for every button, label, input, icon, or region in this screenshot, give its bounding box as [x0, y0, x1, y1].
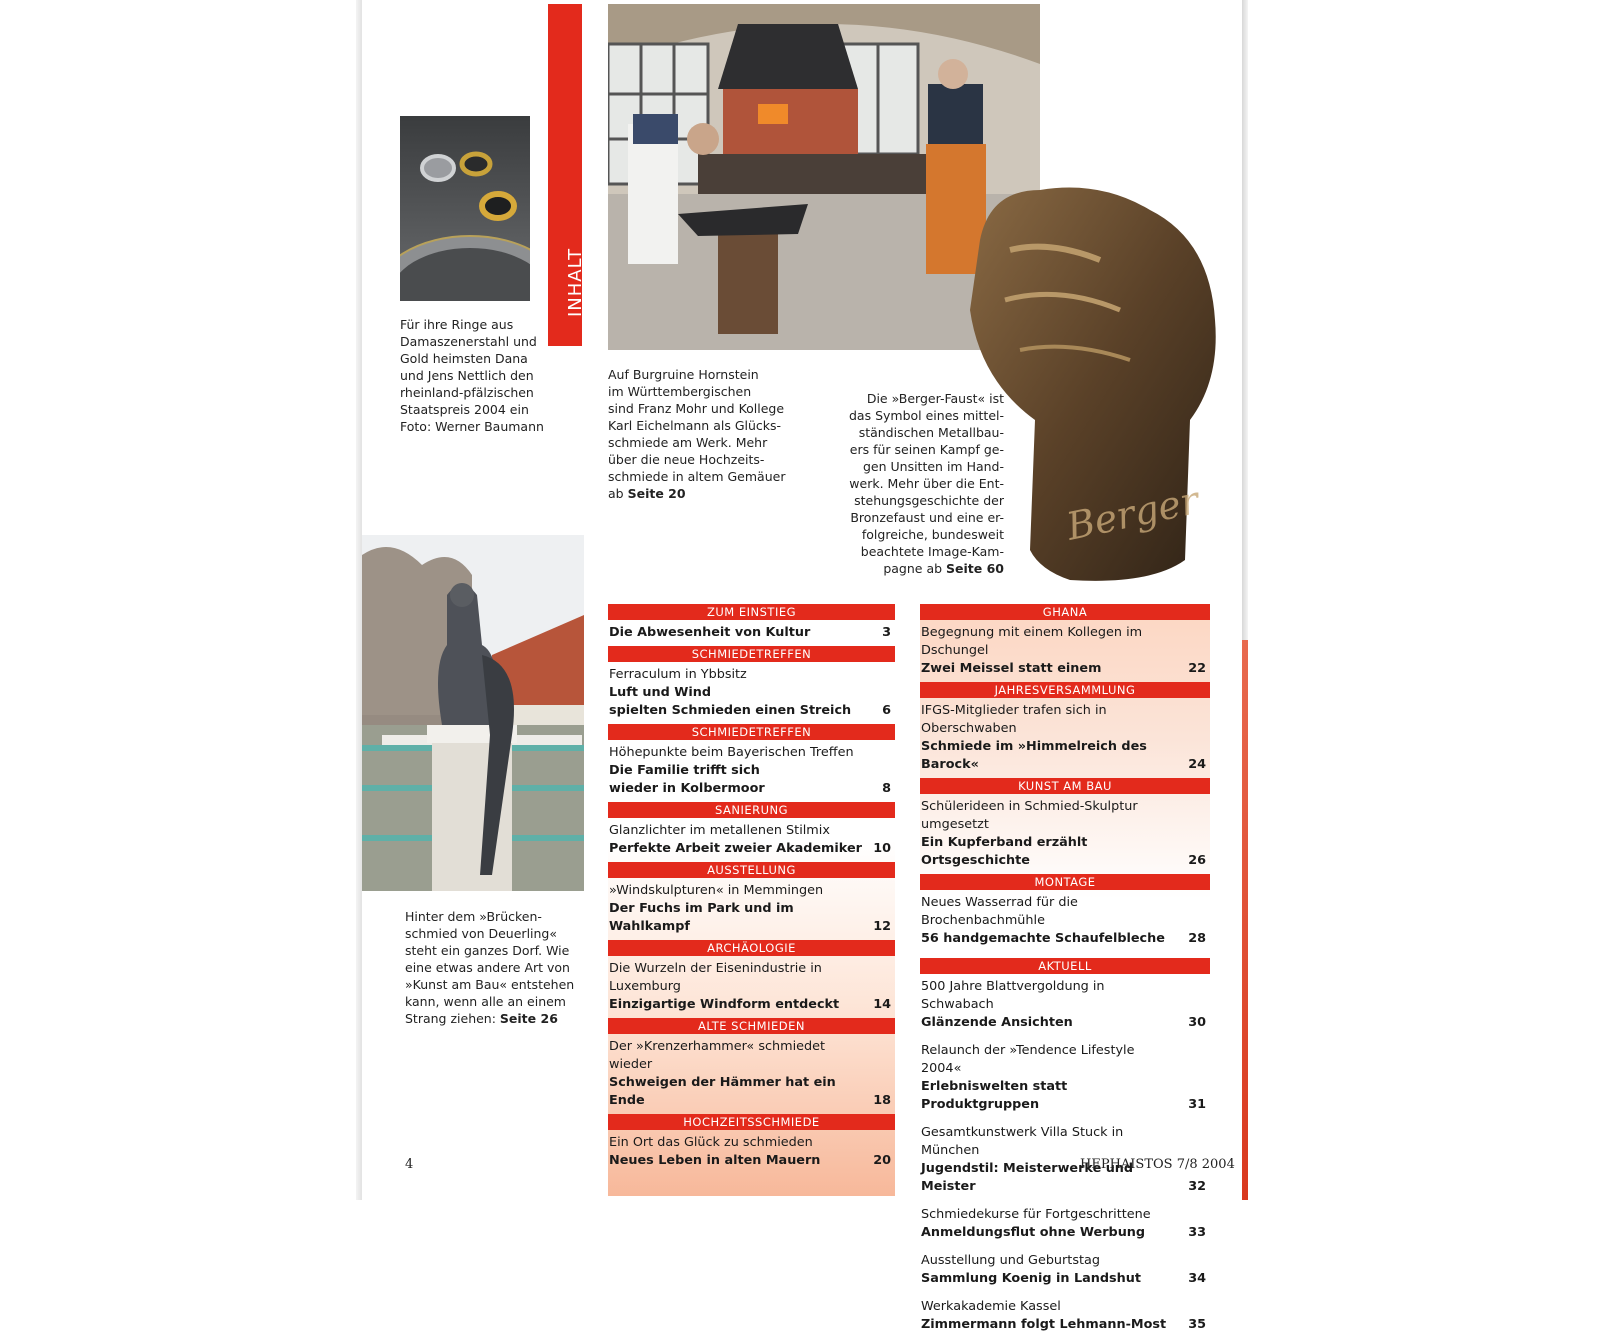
toc-title: Schweigen der Hämmer hat ein Ende — [609, 1075, 836, 1108]
page-number: 4 — [405, 1157, 414, 1172]
caption-text: ab — [608, 486, 624, 501]
toc-title: Die Familie trifft sich — [609, 763, 760, 778]
toc-entry[interactable] — [920, 1252, 1210, 1292]
toc-subtitle: Ein Ort das Glück zu schmieden — [609, 1135, 813, 1150]
toc-section-header: ZUM EINSTIEG — [608, 604, 895, 620]
toc-subtitle: 500 Jahre Blattvergoldung in Schwabach — [921, 979, 1105, 1012]
caption-line: schmiede in altem Gemäuer — [608, 469, 786, 484]
toc-entry[interactable] — [608, 1038, 895, 1114]
toc-page-number: 12 — [873, 919, 891, 934]
toc-title: Ein Kupferband erzählt Ortsgeschichte — [921, 835, 1088, 868]
caption-line: das Symbol eines mittel- — [848, 408, 1004, 423]
page-reference: Seite 60 — [946, 561, 1004, 576]
toc-section-header: JAHRESVERSAMMLUNG — [920, 682, 1210, 698]
toc-subtitle: Höhepunkte beim Bayerischen Treffen — [609, 745, 854, 760]
toc-section-header: SANIERUNG — [608, 802, 895, 818]
toc-title: 56 handgemachte Schaufelbleche — [921, 931, 1165, 946]
toc-subtitle: Werkakademie Kassel — [921, 1299, 1061, 1314]
toc-page-number: 24 — [1188, 757, 1206, 772]
caption-line: schmied von Deuerling« — [405, 926, 558, 941]
toc-page-number: 8 — [882, 781, 891, 796]
toc-page-number: 30 — [1188, 1015, 1206, 1030]
toc-entry[interactable] — [608, 666, 895, 724]
rings-caption — [400, 316, 550, 435]
toc-title: Jugendstil: Meisterwerke und Meister — [921, 1161, 1134, 1194]
toc-entry[interactable] — [920, 1298, 1210, 1338]
caption-line: Staatspreis 2004 ein — [400, 402, 529, 417]
toc-entry[interactable] — [608, 1134, 895, 1174]
toc-section-header: SCHMIEDETREFFEN — [608, 646, 895, 662]
bridge-statue-photo — [362, 535, 584, 891]
toc-title: Zwei Meissel statt einem — [921, 661, 1102, 676]
toc-section-header: AUSSTELLUNG — [608, 862, 895, 878]
toc-subtitle: Glanzlichter im metallenen Stilmix — [609, 823, 830, 838]
caption-line: stehungsgeschichte der — [854, 493, 1004, 508]
toc-subtitle: »Windskulpturen« in Memmingen — [609, 883, 824, 898]
toc-page-number: 32 — [1188, 1179, 1206, 1194]
toc-entry[interactable] — [920, 894, 1210, 952]
toc-entry[interactable] — [920, 798, 1210, 874]
toc-title: Glänzende Ansichten — [921, 1015, 1073, 1030]
fist-engraving: Berger — [1062, 477, 1203, 549]
caption-line: ständischen Metallbau- — [858, 425, 1004, 440]
caption-line: und Jens Nettlich den — [400, 368, 534, 383]
toc-title: Der Fuchs im Park und im Wahlkampf — [609, 901, 794, 934]
toc-entry[interactable] — [920, 1206, 1210, 1246]
toc-title: Luft und Wind — [609, 685, 712, 700]
toc-section-header: ALTE SCHMIEDEN — [608, 1018, 895, 1034]
toc-title: Anmeldungsflut ohne Werbung — [921, 1225, 1146, 1240]
toc-subtitle: Gesamtkunstwerk Villa Stuck in München — [921, 1125, 1124, 1158]
caption-line: im Württembergischen — [608, 384, 752, 399]
toc-page-number: 34 — [1188, 1271, 1206, 1286]
toc-page-number: 14 — [873, 997, 891, 1012]
page-reference: Seite 20 — [627, 486, 686, 501]
fist-caption — [830, 390, 1004, 577]
caption-line: sind Franz Mohr und Kollege — [608, 401, 785, 416]
toc-title: Sammlung Koenig in Landshut — [921, 1271, 1141, 1286]
caption-text: Strang ziehen: — [405, 1011, 496, 1026]
smithy-caption — [608, 366, 808, 502]
caption-line: Foto: Werner Baumann — [400, 419, 544, 434]
toc-subtitle: Relaunch der »Tendence Lifestyle 2004« — [921, 1043, 1135, 1076]
toc-entry[interactable] — [608, 882, 895, 940]
toc-page-number: 6 — [882, 703, 891, 718]
caption-line: Hinter dem »Brücken- — [405, 909, 542, 924]
toc-entry[interactable] — [608, 744, 895, 802]
toc-subtitle: IFGS-Mitglieder trafen sich in Oberschwaben — [921, 703, 1107, 736]
caption-line: »Kunst am Bau« entstehen — [405, 977, 575, 992]
toc-title: spielten Schmieden einen Streich — [609, 703, 852, 718]
toc-page-number: 28 — [1188, 931, 1206, 946]
caption-line: beachtete Image-Kam- — [860, 544, 1004, 559]
toc-left-column — [608, 604, 895, 1196]
toc-page-number: 20 — [873, 1153, 891, 1168]
toc-subtitle: Der »Krenzerhammer« schmiedet wieder — [609, 1039, 826, 1072]
caption-line: gen Unsitten im Hand- — [862, 459, 1004, 474]
caption-line: Gold heimsten Dana — [400, 351, 528, 366]
toc-title: wieder in Kolbermoor — [609, 781, 765, 796]
bridge-caption — [405, 908, 585, 1027]
caption-line: Auf Burgruine Hornstein — [608, 367, 759, 382]
toc-subtitle: Neues Wasserrad für die Brochenbachmühle — [921, 895, 1078, 928]
toc-section-header: MONTAGE — [920, 874, 1210, 890]
toc-subtitle: Die Wurzeln der Eisenindustrie in Luxemburg — [609, 961, 822, 994]
caption-text: pagne ab — [883, 561, 943, 576]
toc-page-number: 35 — [1188, 1317, 1206, 1332]
caption-line: werk. Mehr über die Ent- — [849, 476, 1004, 491]
toc-title: Einzigartige Windform entdeckt — [609, 997, 840, 1012]
toc-entry[interactable] — [920, 702, 1210, 778]
toc-title: Erlebniswelten statt Produktgruppen — [921, 1079, 1068, 1112]
caption-line: rheinland-pfälzischen — [400, 385, 534, 400]
caption-line: folgreiche, bundesweit — [861, 527, 1004, 542]
caption-line: Karl Eichelmann als Glücks- — [608, 418, 782, 433]
rings-photo — [400, 116, 530, 301]
toc-page-number: 26 — [1188, 853, 1206, 868]
toc-section-header: GHANA — [920, 604, 1210, 620]
toc-subtitle: Schmiedekurse für Fortgeschrittene — [921, 1207, 1151, 1222]
toc-title: Neues Leben in alten Mauern — [609, 1153, 821, 1168]
toc-entry[interactable] — [920, 978, 1210, 1036]
toc-entry[interactable] — [920, 1042, 1210, 1118]
caption-line: steht ein ganzes Dorf. Wie — [405, 943, 570, 958]
toc-section-header: KUNST AM BAU — [920, 778, 1210, 794]
toc-section-header: AKTUELL — [920, 958, 1210, 974]
caption-line: ers für seinen Kampf ge- — [849, 442, 1004, 457]
inhalt-tab — [548, 4, 586, 346]
toc-entry[interactable] — [608, 822, 895, 862]
page-reference: Seite 26 — [499, 1011, 558, 1026]
toc-subtitle: Ausstellung und Geburtstag — [921, 1253, 1100, 1268]
toc-section-header: ARCHÄOLOGIE — [608, 940, 895, 956]
toc-page-number: 22 — [1188, 661, 1206, 676]
toc-title: Schmiede im »Himmelreich des Barock« — [921, 739, 1147, 772]
toc-page-number: 33 — [1188, 1225, 1206, 1240]
caption-line: Für ihre Ringe aus — [400, 317, 514, 332]
toc-entry[interactable] — [920, 624, 1210, 682]
caption-line: Bronzefaust und eine er- — [850, 510, 1004, 525]
toc-subtitle: Schülerideen in Schmied-Skulptur umgesetzt — [921, 799, 1138, 832]
toc-entry[interactable] — [608, 960, 895, 1018]
toc-subtitle: Begegnung mit einem Kollegen im Dschungel — [921, 625, 1143, 658]
next-page-edge — [1242, 640, 1248, 1200]
toc-title: Perfekte Arbeit zweier Akademiker — [609, 841, 862, 856]
caption-line: schmiede am Werk. Mehr — [608, 435, 768, 450]
toc-title: Die Abwesenheit von Kultur — [609, 625, 811, 640]
caption-line: eine etwas andere Art von — [405, 960, 570, 975]
caption-line: kann, wenn alle an einem — [405, 994, 566, 1009]
caption-line: Die »Berger-Faust« ist — [866, 391, 1004, 406]
magazine-issue: HEPHAISTOS 7/8 2004 — [1080, 1157, 1235, 1172]
toc-section-header: SCHMIEDETREFFEN — [608, 724, 895, 740]
toc-page-number: 3 — [882, 625, 891, 640]
caption-line: Damaszenerstahl und — [400, 334, 537, 349]
inhalt-label: INHALT — [565, 247, 586, 317]
toc-entry[interactable] — [608, 624, 895, 646]
toc-subtitle: Ferraculum in Ybbsitz — [609, 667, 747, 682]
toc-section-header: HOCHZEITSSCHMIEDE — [608, 1114, 895, 1130]
toc-page-number: 18 — [873, 1093, 891, 1108]
toc-title: Zimmermann folgt Lehmann-Most — [921, 1317, 1167, 1332]
toc-page-number: 31 — [1188, 1097, 1206, 1112]
toc-page-number: 10 — [873, 841, 891, 856]
caption-line: über die neue Hochzeits- — [608, 452, 765, 467]
